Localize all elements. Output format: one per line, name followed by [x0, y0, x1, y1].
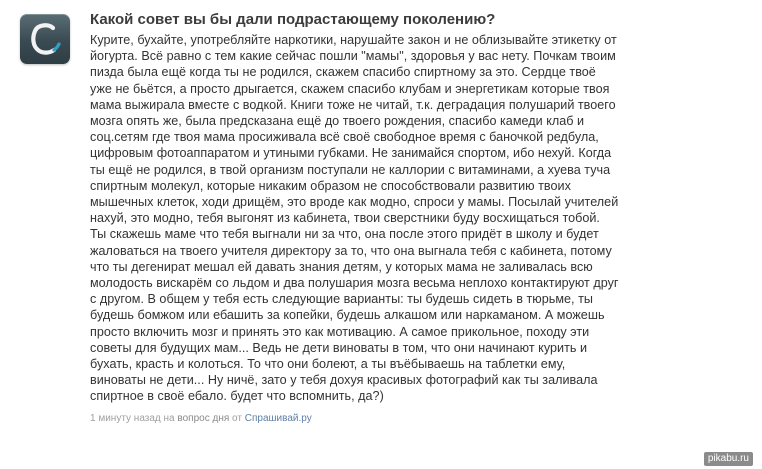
answer-line: с другом. В общем у тебя есть следующие варианты: ты будешь сидеть в тюрьме, ты	[90, 292, 593, 307]
answer-line: спиртное в своё ебало. будет что вспомнить, да?)	[90, 389, 384, 404]
answer-line: спиртным молекул, которые никаким образом не способствовали развитию твоих	[90, 178, 571, 193]
answer-line: йогурта. Всё равно с тем какие сейчас пошли "мамы", здоровья у вас нету. Почкам твоим	[90, 49, 616, 64]
answer-line: что ты дегенират мешал ей давать знания детям, у которых мама не заливалась всю	[90, 259, 593, 274]
answer-line: мозга опять же, была предсказана ещё до твоего рождения, спасибо камеди клаб и	[90, 114, 585, 129]
answer-line: просто включить мозг и принять это как мотивацию. А самое прикольное, походу эти	[90, 324, 590, 339]
answer-line: мама выжирала вместе с водкой. Книги тоже не читай, т.к. деградация полушарий твоего	[90, 97, 616, 112]
question-of-day-link[interactable]: вопрос дня	[177, 412, 230, 424]
answer-line: цифровым фотоаппаратом и утиными губками. Не занимайся спортом, ибо нехуй. Когда	[90, 146, 612, 161]
avatar	[20, 14, 70, 64]
answer-line: уже не бьётся, а просто дрыгается, скажем спасибо клубам и энергетикам которые твоя	[90, 81, 610, 96]
answer-line: соц.сетям где твоя мама просиживала всё своё свободное время с баночкой редбула,	[90, 130, 599, 145]
meta-from-label: от	[232, 412, 242, 424]
answer-line: виноваты не дети... Ну ничё, зато у тебя дохуя красивых фотографий как ты заливала	[90, 373, 598, 388]
answer-line: нахуй, это модно, тебя выгонят из кабинета, твои сверстники буду восхищаться тобой.	[90, 211, 600, 226]
answer-meta	[90, 412, 720, 426]
answer-line: ты ещё не родился, в твой организм поступали не каллории с витаминами, а хуева туча	[90, 162, 611, 177]
question-card	[90, 10, 720, 426]
answer-text	[90, 32, 720, 405]
answer-line: молодость вискарём со льдом и два полушария мозга весьма неплохо контактируют друг	[90, 276, 619, 291]
watermark: pikabu.ru	[704, 452, 753, 466]
answer-line: будешь бомжом или ебашить за копейки, будешь алкашом или наркаманом. А можешь	[90, 308, 605, 323]
answer-line: мышечных клеток, ходи дрищём, это вроде как модно, спроси у мамы. Посылай учителей	[90, 195, 619, 210]
meta-on-label: на	[163, 412, 175, 424]
answer-line: пизда была ещё когда ты не родился, скажем спасибо спиртному за это. Сердце твоё	[90, 65, 596, 80]
answer-line: Ты скажешь маме что тебя выгнали ни за что, она после этого придёт в школу и будет	[90, 227, 599, 242]
answer-line: бухать, красть и колоться. То что они болеют, а ты въёбываешь на таблетки ему,	[90, 357, 566, 372]
sprashivai-logo-icon	[28, 20, 62, 58]
answer-line: советы для будущих мам... Ведь не дети виноваты в том, что они начинают курить и	[90, 340, 588, 355]
answer-line: Курите, бухайте, употребляйте наркотики, нарушайте закон и не облизывайте этикетку от	[90, 33, 617, 47]
question-title[interactable]: Какой совет вы бы дали подрастающему поколению?	[90, 11, 496, 28]
timestamp: 1 минуту назад	[90, 412, 161, 424]
answer-line: жаловаться на твоего учителя директору за то, что она выгнала тебя с кабинета, потому	[90, 243, 612, 258]
source-site-link[interactable]: Спрашивай.ру	[244, 412, 312, 424]
